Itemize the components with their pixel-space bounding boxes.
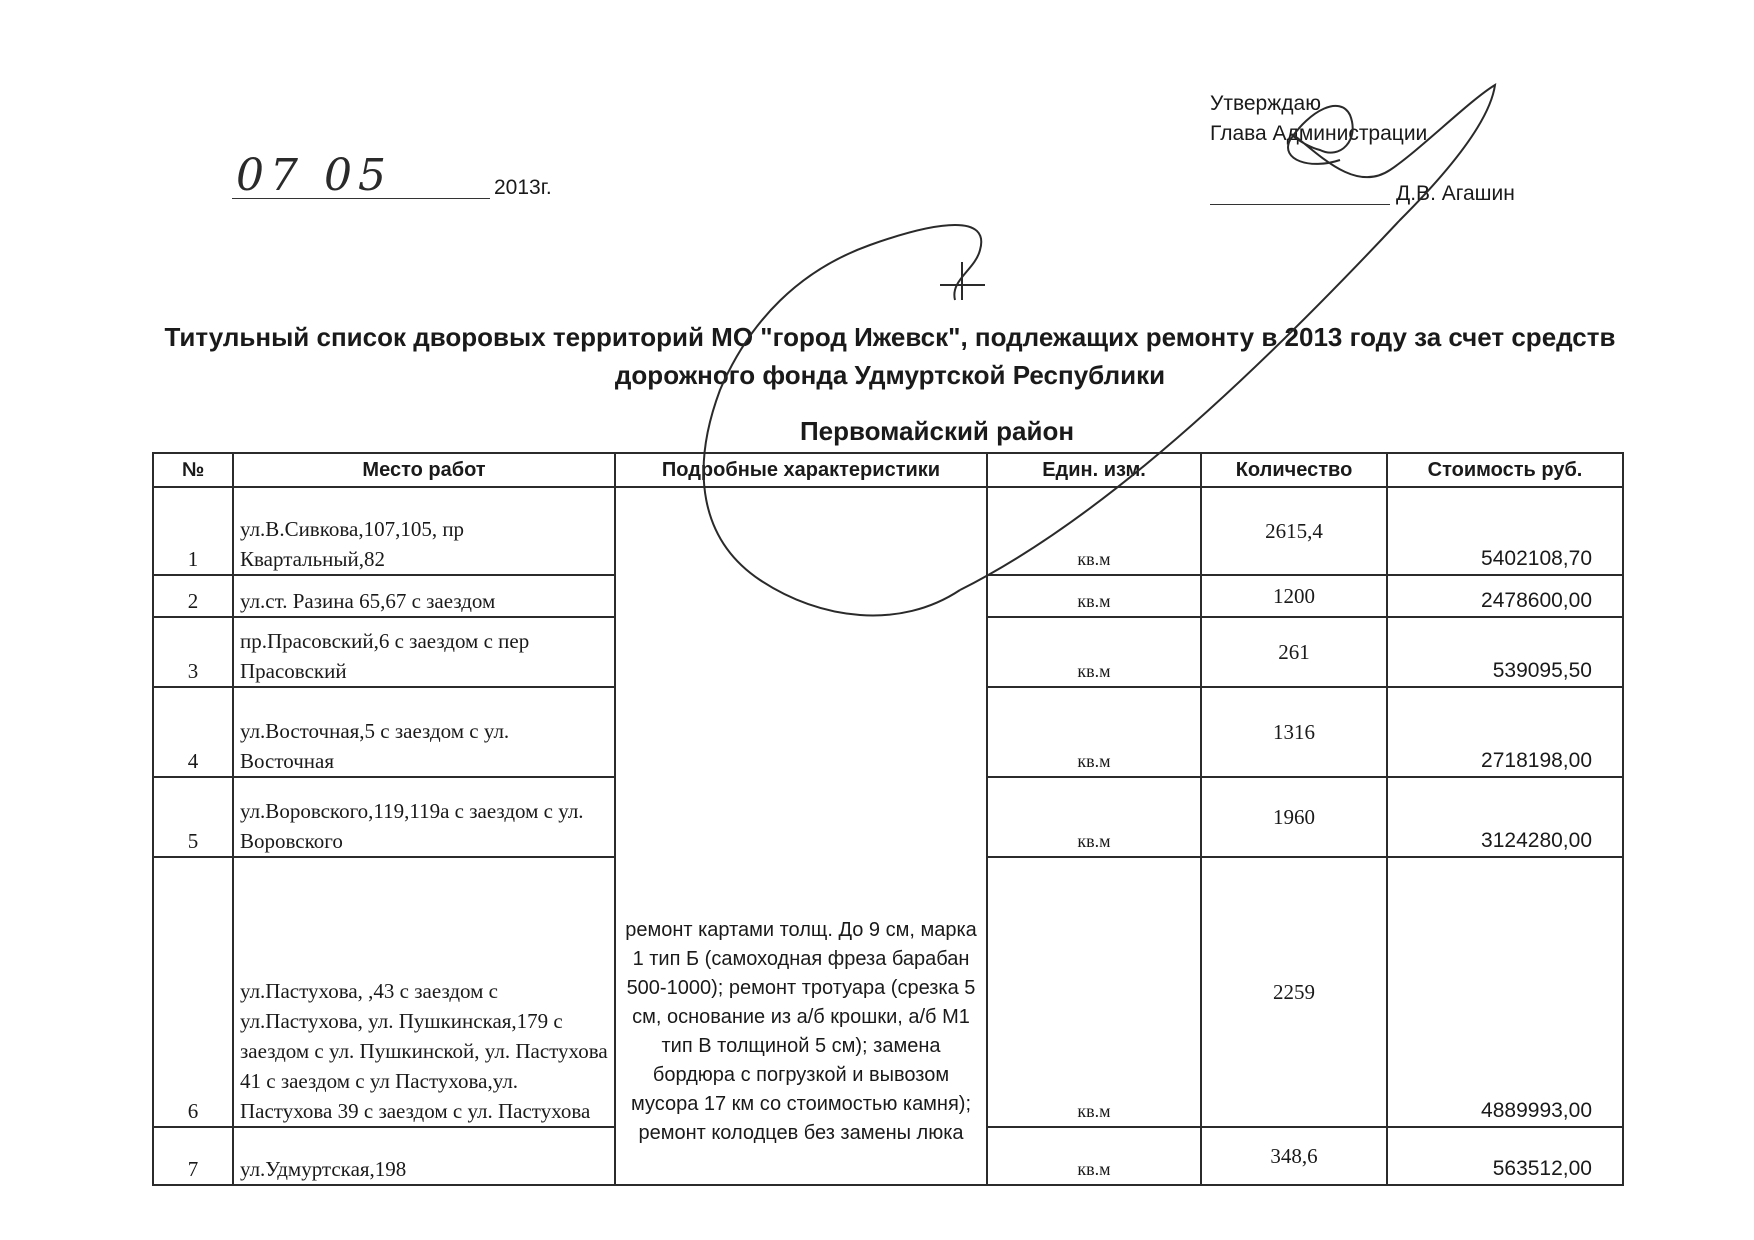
row-num: 7 xyxy=(153,1127,233,1185)
row-place: ул.Воровского,119,119а с заездом с ул. Воровского xyxy=(233,777,615,857)
header-cost: Стоимость руб. xyxy=(1387,453,1623,487)
row-unit: кв.м xyxy=(987,1127,1201,1185)
row-num: 2 xyxy=(153,575,233,617)
row-place: ул.Пастухова, ,43 с заездом с ул.Пастухова, ул. Пушкинская,179 с заездом с ул. Пушкинской, ул. Пастухова 41 с заездом с ул Пастухова,ул. Пастухова 39 с заездом с ул. Пастухова xyxy=(233,857,615,1127)
header-quantity: Количество xyxy=(1201,453,1387,487)
approval-position: Глава Администрации xyxy=(1210,122,1428,145)
row-quantity: 261 xyxy=(1201,617,1387,687)
table-row xyxy=(153,487,1623,575)
row-quantity: 2259 xyxy=(1201,857,1387,1127)
signature-line xyxy=(1210,204,1390,205)
header-num: № xyxy=(153,453,233,487)
row-num: 4 xyxy=(153,687,233,777)
row-place: пр.Прасовский,6 с заездом с пер Прасовский xyxy=(233,617,615,687)
row-place: ул.Удмуртская,198 xyxy=(233,1127,615,1185)
row-cost: 563512,00 xyxy=(1387,1127,1623,1185)
row-quantity: 348,6 xyxy=(1201,1127,1387,1185)
table-header-row xyxy=(153,453,1623,487)
approver-name: Д.В. Агашин xyxy=(1396,182,1515,205)
date-block xyxy=(232,150,572,210)
document-title: Титульный список дворовых территорий МО "город Ижевск", подлежащих ремонту в 2013 году за счет средств дорожного фонда Удмуртской Республики xyxy=(164,322,1616,390)
row-cost: 4889993,00 xyxy=(1387,857,1623,1127)
header-unit: Един. изм. xyxy=(987,453,1201,487)
row-cost: 539095,50 xyxy=(1387,617,1623,687)
district-heading: Первомайский район xyxy=(799,416,1075,446)
row-num: 6 xyxy=(153,857,233,1127)
row-place: ул.ст. Разина 65,67 с заездом xyxy=(233,575,615,617)
row-quantity: 2615,4 xyxy=(1201,487,1387,575)
approval-word: Утверждаю xyxy=(1210,92,1321,115)
row-cost: 3124280,00 xyxy=(1387,777,1623,857)
row-num: 1 xyxy=(153,487,233,575)
row-unit: кв.м xyxy=(987,857,1201,1127)
row-unit: кв.м xyxy=(987,777,1201,857)
row-unit: кв.м xyxy=(987,487,1201,575)
row-quantity: 1316 xyxy=(1201,687,1387,777)
row-quantity: 1960 xyxy=(1201,777,1387,857)
works-table xyxy=(152,452,1624,1186)
approval-block xyxy=(1210,92,1570,212)
date-underline xyxy=(232,198,490,199)
row-cost: 2478600,00 xyxy=(1387,575,1623,617)
row-quantity: 1200 xyxy=(1201,575,1387,617)
handwritten-date: 07 05 xyxy=(236,150,392,201)
row-cost: 2718198,00 xyxy=(1387,687,1623,777)
signature-tick xyxy=(940,262,985,300)
work-description: ремонт картами толщ. До 9 см, марка 1 тип Б (самоходная фреза барабан 500-1000); ремонт тротуара (срезка 5 см, основание из а/б крошки, а/б М1 тип В толщиной 5 см); замена бордюра с погрузкой и вывозом мусора 17 км со стоимостью камня); ремонт колодцев без замены люка xyxy=(615,487,987,1185)
header-description: Подробные характеристики xyxy=(615,453,987,487)
row-place: ул.В.Сивкова,107,105, пр Квартальный,82 xyxy=(233,487,615,575)
header-place: Место работ xyxy=(233,453,615,487)
row-cost: 5402108,70 xyxy=(1387,487,1623,575)
row-num: 3 xyxy=(153,617,233,687)
row-unit: кв.м xyxy=(987,617,1201,687)
row-num: 5 xyxy=(153,777,233,857)
row-unit: кв.м xyxy=(987,687,1201,777)
row-place: ул.Восточная,5 с заездом с ул. Восточная xyxy=(233,687,615,777)
date-year: 2013г. xyxy=(494,176,552,199)
row-unit: кв.м xyxy=(987,575,1201,617)
